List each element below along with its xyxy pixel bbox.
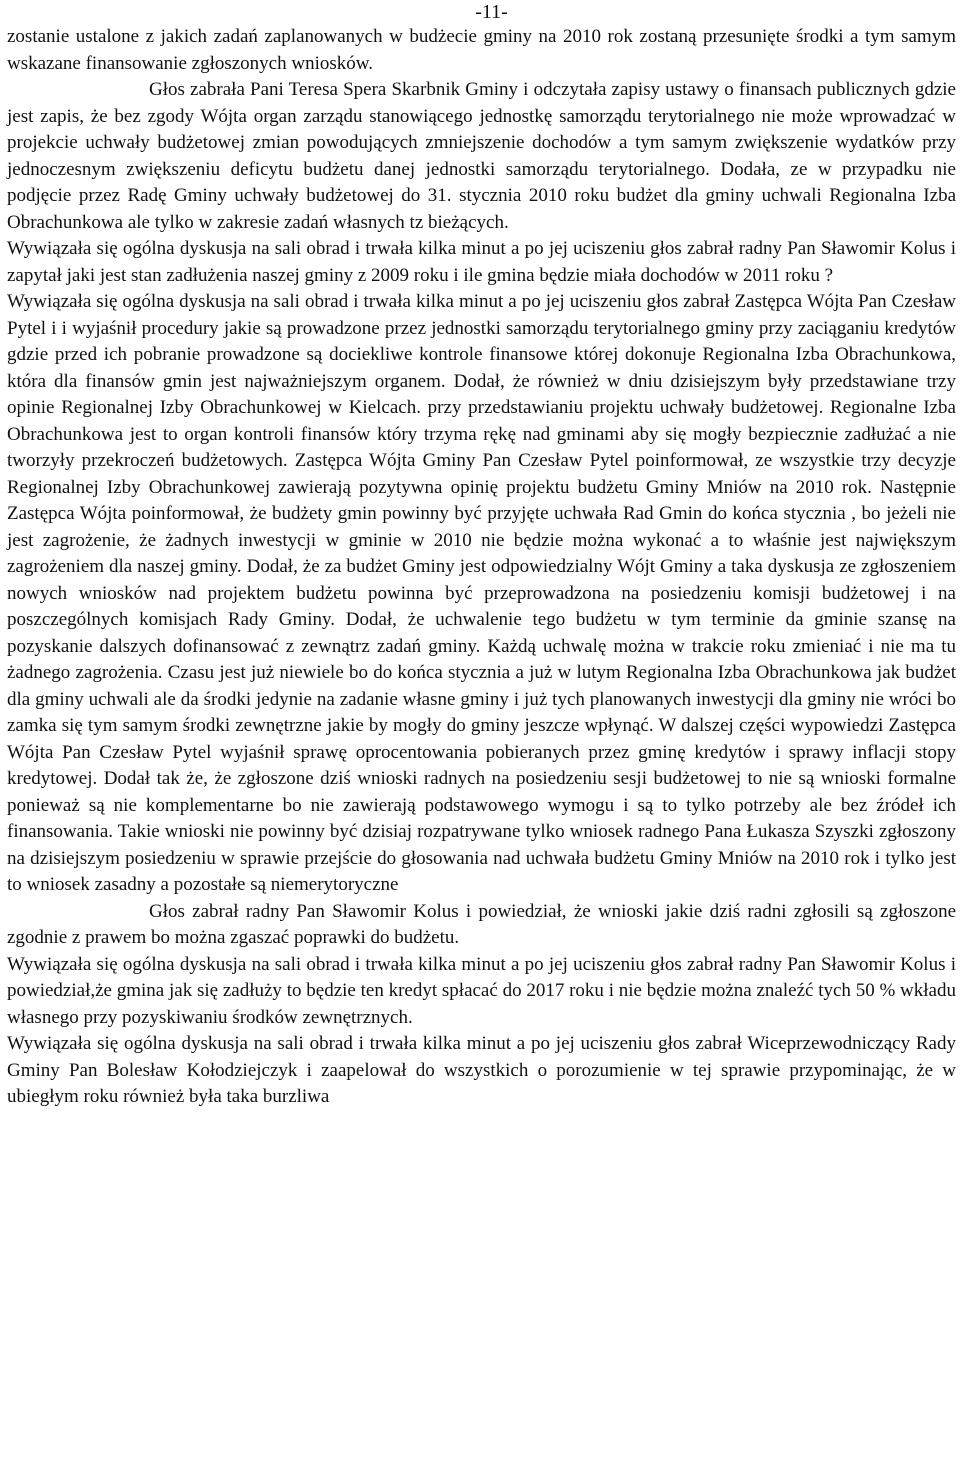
paragraph-vice-chair-appeal: Wywiązała się ogólna dyskusja na sali obrad i trwała kilka minut a po jej uciszeniu głos zabrał Wiceprzewodniczący Rady Gminy Pan Bolesław Kołodziejczyk i zaapelował do wszystkich o porozumienie w tej sprawie przypominając, że w ubiegłym roku również była taka burzliwa xyxy=(7,1033,956,1107)
paragraph-kolus-reply: Głos zabrał radny Pan Sławomir Kolus i powiedział, że wnioski jakie dziś radni zgłosili są zgłoszone zgodnie z prawem bo można zgaszać poprawki do budżetu. xyxy=(7,900,956,948)
page-number: -11- xyxy=(475,1,508,23)
paragraph-deputy-mayor-explanation: Wywiązała się ogólna dyskusja na sali obrad i trwała kilka minut a po jej uciszeniu głos zabrał Zastępca Wójta Pan Czesław Pytel i i wyjaśnił procedury jakie są prowadzone przez jednostki samorządu terytorialnego gminy przy zaciąganiu kredytów gdzie przed ich pobranie prowadzone są dociekliwe kontrole finansowe której dokonuje Regionalna Izba Obrachunkowa, która dla finansów gmin jest najważniejszym organem. Dodał, że również w dniu dzisiejszym były przedstawiane trzy opinie Regionalnej Izby Obrachunkowej w Kielcach. przy przedstawianiu projektu uchwały budżetowej. Regionalne Izba Obrachunkowa jest to organ kontroli finansów który trzyma rękę nad gminami aby się mogły bezpiecznie zadłużać a nie tworzyły przekroczeń budżetowych. Zastępca Wójta Gminy Pan Czesław Pytel poinformował, ze wszystkie trzy decyzje Regionalnej Izby Obrachunkowej zawierają pozytywna opinię projektu budżetu Gminy Mniów na 2010 rok. Następnie Zastępca Wójta poinformował, że budżety gmin powinny być przyjęte uchwała Rad Gmin do końca stycznia , bo jeżeli nie jest zagrożenie, że żadnych inwestycji w gminie w 2010 nie będzie można wykonać a to właśnie jest największym zagrożeniem dla naszej gminy. Dodał, że za budżet Gminy jest odpowiedzialny Wójt Gminy a taka dyskusja ze zgłoszeniem nowych wniosków nad projektem budżetu powinna być przeprowadzona na posiedzeniu komisji budżetowej i na poszczególnych komisjach Rady Gminy. Dodał, że uchwalenie tego budżetu w tym terminie da gminie szansę na pozyskanie dalszych dofinansować z zewnątrz zadań gminy. Każdą uchwalę można w trakcie roku zmieniać i nie ma tu żadnego zagrożenia. Czasu jest już niewiele bo do końca stycznia a już w lutym Regionalna Izba Obrachunkowa jak budżet dla gminy uchwali ale da środki jedynie na zadanie własne gminy i już tych planowanych inwestycji dla gminy nie wróci bo zamka się tym samym środki zewnętrzne jakie by mogły do gminy jeszcze wpłynąć. W dalszej części wypowiedzi Zastępca Wójta Pan Czesław Pytel wyjaśnił sprawę oprocentowania pobieranych przez gminę kredytów i sprawy inflacji stopy kredytowej. Dodał tak że, że zgłoszone dziś wnioski radnych na posiedzeniu sesji budżetowej to nie są wnioski formalne ponieważ są nie komplementarne bo nie zawierają podstawowego wymogu i są to tylko potrzeby ale bez źródeł ich finansowania. Takie wnioski nie powinny być dzisiaj rozpatrywane tylko wniosek radnego Pana Łukasza Szyszki zgłoszony na dzisiejszym posiedzeniu w sprawie przejście do głosowania nad uchwała budżetu Gminy Mniów na 2010 rok i tylko jest to wniosek zasadny a pozostałe są niemerytoryczne xyxy=(7,291,956,895)
paragraph-budget-shift: zostanie ustalone z jakich zadań zaplanowanych w budżecie gminy na 2010 rok zostaną przesunięte środki a tym samym wskazane finansowanie zgłoszonych wniosków. xyxy=(7,26,956,74)
paragraph-treasurer-statement: Głos zabrała Pani Teresa Spera Skarbnik Gminy i odczytała zapisy ustawy o finansach publicznych gdzie jest zapis, że bez zgody Wójta organ zarządu stanowiącego jednostkę samorządu terytorialnego nie może wprowadzać w projekcie uchwały budżetowej zmian powodujących zmniejszenie dochodów a tym samym zwiększenie wydatków przy jednoczesnym zwiększeniu deficytu budżetu danej jednostki samorządu terytorialnego. Dodała, ze w przypadku nie podjęcie przez Radę Gminy uchwały budżetowej do 31. stycznia 2010 roku budżet dla gminy uchwali Regionalna Izba Obrachunkowa ale tylko w zakresie zadań własnych tz bieżących. xyxy=(7,79,956,233)
paragraph-kolus-debt: Wywiązała się ogólna dyskusja na sali obrad i trwała kilka minut a po jej uciszeniu głos zabrał radny Pan Sławomir Kolus i powiedział,że gmina jak się zadłuży to będzie ten kredyt spłacać do 2017 roku i nie będzie można znaleźć tych 50 % wkładu własnego przy pozyskiwaniu środków zewnętrznych. xyxy=(7,953,956,1028)
paragraph-kolus-question: Wywiązała się ogólna dyskusja na sali obrad i trwała kilka minut a po jej uciszeniu głos zabrał radny Pan Sławomir Kolus i zapytał jaki jest stan zadłużenia naszej gminy z 2009 roku i ile gmina będzie miała dochodów w 2011 roku ? xyxy=(7,238,956,286)
